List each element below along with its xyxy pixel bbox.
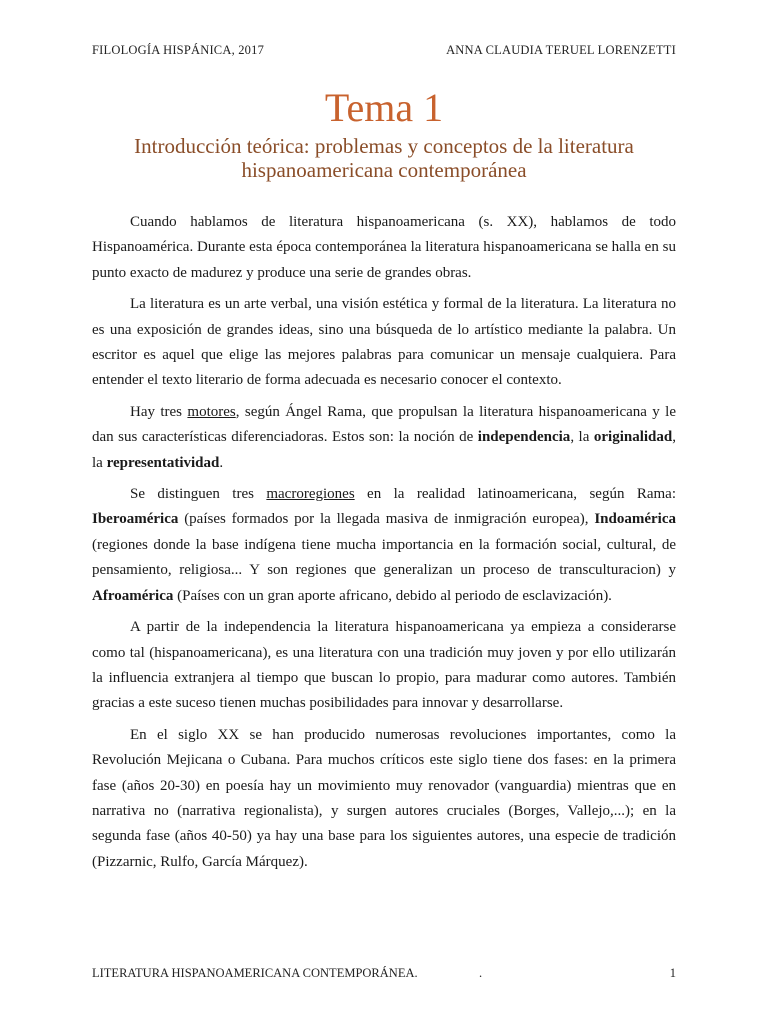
header-course: FILOLOGÍA HISPÁNICA, 2017 xyxy=(92,43,265,57)
text-run: (países formados por la llegada masiva de inmigración europea), xyxy=(178,511,595,528)
text-run: , la xyxy=(570,429,594,446)
text-run: Hay tres xyxy=(130,403,188,420)
paragraph-4 xyxy=(92,482,676,609)
text-run: Se distinguen tres xyxy=(130,486,267,503)
page-subtitle: Introducción teórica: problemas y conceptos de la literatura hispanoamericana contemporánea xyxy=(134,134,634,182)
text-run: (regiones donde la base indígena tiene mucha importancia en la formación social, cultural, de pensamiento, religiosa... Y son regiones que generalizan un proceso de transculturacion) y xyxy=(92,536,676,579)
paragraph-6: En el siglo XX se han producido numerosas revoluciones importantes, como la Revolución Mejicana o Cubana. Para muchos críticos este siglo tiene dos fases: en la primera fase (años 20-30) en poesía hay un movimiento muy renovador (vanguardia) mientras que en narrativa no (narrativa regionalista), y surgen autores cruciales (Borges, Vallejo,...); en la segunda fase (años 40-50) ya hay una base para los siguientes autores, una especie de tradición (Pizzarnic, Rulfo, García Márquez). xyxy=(92,726,676,870)
bold-term-indoamerica: Indoamérica xyxy=(594,511,676,528)
bold-term-independencia: independencia xyxy=(477,429,571,446)
underlined-term-motores: motores xyxy=(187,403,236,420)
bold-term-afroamerica: Afroamérica xyxy=(92,587,174,604)
body-text xyxy=(92,210,676,881)
paragraph-5: A partir de la independencia la literatura hispanoamericana ya empieza a considerarse como tal (hispanoamericana), es una literatura con una tradición muy joven y por ello utilizarán la influencia extranjera al tiempo que buscan lo propio, para madurar como autores. También gracias a este suceso tienen muchas posibilidades para innovar y desarrollarse. xyxy=(92,619,676,712)
text-run: en la realidad latinoamericana, según Rama: xyxy=(354,486,677,503)
header-author: ANNA CLAUDIA TERUEL LORENZETTI xyxy=(446,43,676,57)
text-run: , la xyxy=(92,429,676,471)
bold-term-representatividad: representatividad xyxy=(106,454,220,471)
bold-term-originalidad: originalidad xyxy=(593,429,673,446)
footer-course-title: LITERATURA HISPANOAMERICANA CONTEMPORÁNEA. xyxy=(92,966,418,980)
running-footer xyxy=(92,966,676,986)
text-run: (Países con un gran aporte africano, debido al periodo de esclavización). xyxy=(173,587,612,604)
paragraph-3 xyxy=(92,400,676,476)
paragraph-1: Cuando hablamos de literatura hispanoamericana (s. XX), hablamos de todo Hispanoamérica. Durante esta época contemporánea la literatura hispanoamericana se halla en su punto exacto de madurez y produce una serie de grandes obras. xyxy=(92,214,676,281)
paragraph-2: La literatura es un arte verbal, una visión estética y formal de la literatura. La literatura no es una exposición de grandes ideas, sino una búsqueda de lo artístico mediante la palabra. Un escritor es aquel que elige las mejores palabras para comunicar un mensaje cualquiera. Para entender el texto literario de forma adecuada es necesario conocer el contexto. xyxy=(92,296,676,389)
page-title: Tema 1 xyxy=(324,85,444,130)
footer-dot: . xyxy=(479,966,483,980)
text-run: , según Ángel Rama, que propulsan la literatura hispanoamericana y le dan sus características diferenciadoras. Estos son: la noción de xyxy=(92,403,676,446)
underlined-term-macroregiones: macroregiones xyxy=(266,486,355,503)
running-header xyxy=(92,43,676,63)
bold-term-iberoamerica: Iberoamérica xyxy=(92,511,179,528)
page-number: 1 xyxy=(669,966,676,980)
text-run: . xyxy=(219,454,224,471)
